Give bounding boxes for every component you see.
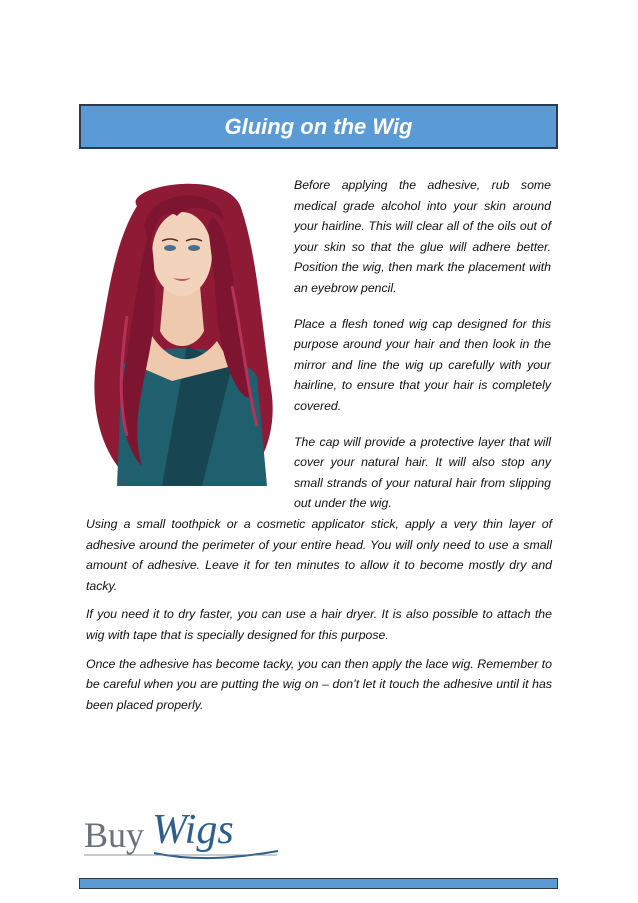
buywigs-logo — [82, 803, 282, 873]
body-paragraph: Once the adhesive has become tacky, you can then apply the lace wig. Remember to be careful when you are putting the wig on – don’t let it touch the adhesive until it has been placed properly. — [86, 656, 552, 712]
page-title: Gluing on the Wig — [224, 113, 413, 139]
side-paragraph: Place a flesh toned wig cap designed for this purpose around your hair and then look in the mirror and line the wig up carefully with your hairline, to ensure that your hair is completely covered. — [294, 316, 551, 413]
svg-text:Buy: Buy — [84, 815, 145, 855]
side-paragraph: Before applying the adhesive, rub some medical grade alcohol into your skin around your hairline. This will clear all of the oils out of your skin so that the glue will adhere better. Position the wig, then mark the placement with an eyebrow pencil. — [294, 178, 551, 295]
body-paragraph: Using a small toothpick or a cosmetic applicator stick, apply a very thin layer of adhesive around the perimeter of your entire head. You will only need to use a small amount of adhesive. Leave it for ten minutes to allow it to become mostly dry and tacky. — [86, 517, 552, 593]
body-paragraph: If you need it to dry faster, you can use a hair dryer. It is also possible to attach the wig with tape that is specially designed for this purpose. — [86, 607, 552, 642]
footer-bar — [79, 878, 558, 889]
title-banner — [79, 104, 558, 149]
wig-model-photo — [82, 166, 282, 486]
full-text-column — [86, 514, 552, 723]
side-paragraph: The cap will provide a protective layer that will cover your natural hair. It will also stop any small strands of your natural hair from slipping out under the wig. — [294, 434, 551, 511]
svg-text:Wigs: Wigs — [152, 807, 234, 853]
side-text-column — [294, 175, 551, 529]
